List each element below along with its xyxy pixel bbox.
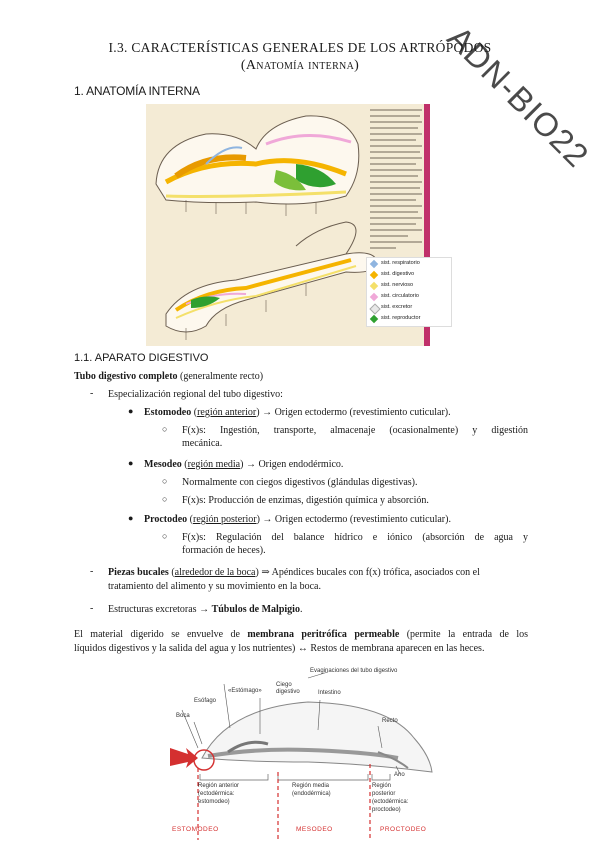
section-heading-digestivo: 1.1. APARATO DIGESTIVO — [74, 352, 209, 364]
label-recto: Recto — [382, 718, 398, 724]
bullet-icon: ● — [128, 406, 134, 416]
label-mesodeo-red: MESODEO — [296, 826, 333, 833]
legend-diamond-icon — [370, 293, 378, 301]
label-ano: Ano — [394, 772, 405, 778]
piezas-line-2: tratamiento del alimento y su movimiento en la boca. — [108, 581, 321, 592]
label-region-posterior: Región posterior (ectodérmica: proctodeo) — [372, 783, 409, 813]
circle-bullet-icon: ○ — [162, 494, 168, 504]
label-intestino: Intestino — [318, 690, 341, 696]
mesodeo-sub-1: Normalmente con ciegos digestivos (glándulas digestivas). — [182, 477, 418, 488]
legend-diamond-icon — [370, 260, 378, 268]
circle-bullet-icon: ○ — [162, 531, 168, 541]
proctodeo-fx-2: formación de heces). — [182, 545, 266, 556]
bullet-icon: ● — [128, 513, 134, 523]
legend-diamond-icon — [370, 271, 378, 279]
estomodeo-fx-1: F(x)s: Ingestión, transporte, almacenaje (ocasionalmente) y digestión — [182, 425, 528, 436]
anatomy-figure — [146, 104, 430, 346]
estomodeo-line: Estomodeo (región anterior) → Origen ectodermo (revestimiento cuticular). — [144, 407, 451, 418]
label-proctodeo-red: PROCTODEO — [380, 826, 427, 833]
legend-diamond-icon — [370, 315, 378, 323]
label-region-media: Región media (endodérmica) — [292, 783, 331, 797]
watermark: ADN-BIO22 — [440, 18, 597, 175]
label-estomodeo-red: ESTOMODEO — [172, 826, 219, 833]
material-line-1: El material digerido se envuelve de membrana peritrófica permeable (permite la entrada de los — [74, 629, 528, 640]
mesodeo-sub-2: F(x)s: Producción de enzimas, digestión química y absorción. — [182, 495, 429, 506]
section-heading-anatomia: 1. ANATOMÍA INTERNA — [74, 84, 200, 98]
label-esofago: Esófago — [194, 698, 217, 704]
dash-icon: - — [90, 566, 94, 577]
label-boca: Boca — [176, 713, 190, 719]
label-region-anterior: Región anterior (ectodérmica: estomodeo) — [198, 783, 240, 805]
excretoras-line: Estructuras excretoras → Túbulos de Malpigio. — [108, 604, 303, 615]
label-evaginaciones: Evaginaciones del tubo digestivo — [310, 668, 398, 674]
circle-bullet-icon: ○ — [162, 424, 168, 434]
page-subtitle: (Anatomía interna) — [240, 58, 360, 73]
bullet-icon: ● — [128, 458, 134, 468]
intro-line: Tubo digestivo completo (generalmente recto) — [74, 371, 264, 382]
legend-diamond-icon — [370, 282, 378, 290]
proctodeo-fx-1: F(x)s: Regulación del balance hídrico e iónico (absorción de agua y — [182, 532, 528, 543]
legend-diamond-icon — [369, 303, 380, 314]
legend: sist. respiratorio sist. digestivo sist. nervioso sist. circulatorio sist. excretor sist. reproductor — [366, 257, 452, 327]
especializacion-line: Especialización regional del tubo digestivo: — [108, 389, 283, 400]
label-digestivo: digestivo — [276, 689, 300, 695]
material-line-2: líquidos digestivos y la salida del agua y los nutrientes) ↔ Restos de membrana aparecen en las heces. — [74, 643, 485, 654]
estomodeo-fx-2: mecánica. — [182, 438, 223, 449]
dash-icon: - — [90, 388, 94, 399]
digestive-tube-figure — [168, 668, 440, 840]
digestive-tube-drawing — [168, 668, 440, 840]
label-ciego: Ciego — [276, 682, 292, 688]
proctodeo-line: Proctodeo (región posterior) → Origen ectodermo (revestimiento cuticular). — [144, 514, 451, 525]
mesodeo-line: Mesodeo (región media) → Origen endodérmico. — [144, 459, 344, 470]
circle-bullet-icon: ○ — [162, 476, 168, 486]
page-title: I.3. CARACTERÍSTICAS GENERALES DE LOS ARTRÓPODOS — [108, 40, 492, 55]
label-estomago: «Estómago» — [228, 688, 262, 694]
dash-icon: - — [90, 603, 94, 614]
piezas-line-1: Piezas bucales (alrededor de la boca) ⇒ Apéndices bucales con f(x) trófica, asociados con el — [108, 567, 480, 578]
